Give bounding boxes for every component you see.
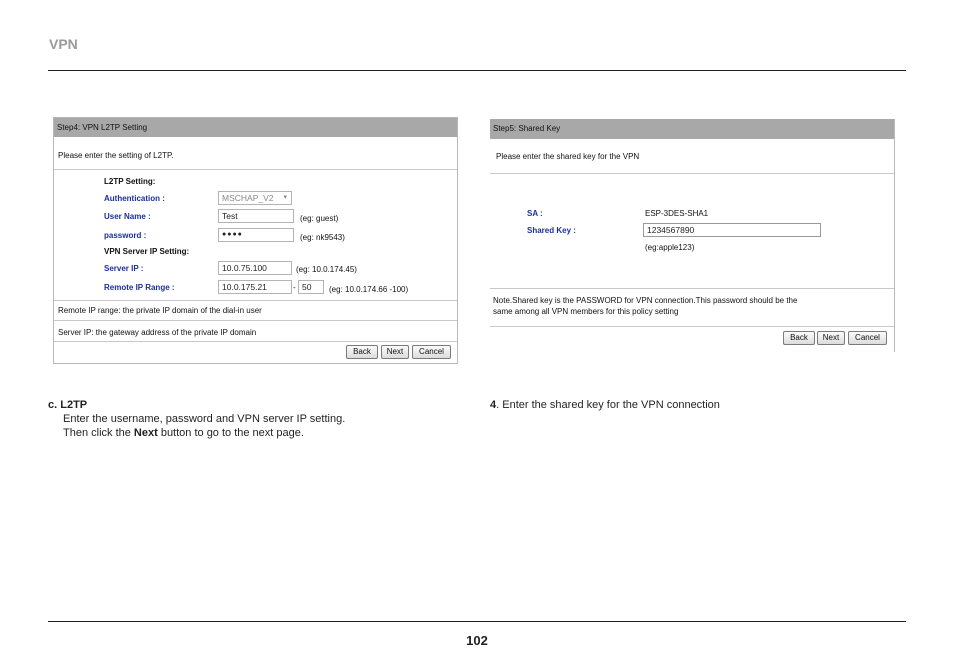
caption-line-1: Enter the username, password and VPN server IP setting. — [63, 413, 346, 425]
authentication-label: Authentication : — [104, 194, 165, 203]
section-title: VPN — [49, 36, 78, 52]
password-input[interactable]: ●●●● — [218, 228, 294, 242]
username-hint: (eg: guest) — [300, 214, 339, 223]
password-label: password : — [104, 231, 147, 240]
divider — [490, 288, 894, 289]
remote-ip-end-input[interactable]: 50 — [298, 280, 324, 294]
back-button[interactable]: Back — [783, 331, 815, 345]
authentication-select[interactable] — [218, 191, 292, 205]
username-input[interactable]: Test — [218, 209, 294, 223]
caption-line-2 — [48, 426, 345, 440]
top-rule — [48, 70, 906, 71]
shared-key-input[interactable]: 1234567890 — [643, 223, 821, 237]
divider — [54, 169, 457, 170]
note-line-1: Note.Shared key is the PASSWORD for VPN connection.This password should be the — [493, 296, 798, 305]
remote-ip-range-label: Remote IP Range : — [104, 283, 175, 292]
caption-right — [490, 398, 720, 412]
caption-text: Then click the — [63, 427, 134, 439]
sa-label: SA : — [527, 209, 543, 218]
back-button[interactable]: Back — [346, 345, 378, 359]
cancel-button[interactable]: Cancel — [848, 331, 887, 345]
caption-heading: c. L2TP — [48, 399, 88, 411]
divider — [54, 320, 457, 321]
shared-key-panel-header: Step5: Shared Key — [490, 119, 894, 139]
shared-key-hint: (eg:apple123) — [645, 243, 695, 252]
next-button[interactable]: Next — [381, 345, 409, 359]
caption-text: . Enter the shared key for the VPN connection — [496, 399, 720, 411]
divider — [54, 341, 457, 342]
server-ip-label: Server IP : — [104, 264, 144, 273]
range-dash: - — [293, 283, 296, 292]
shared-key-panel — [490, 119, 895, 352]
l2tp-panel-header: Step4: VPN L2TP Setting — [54, 118, 457, 137]
password-hint: (eg: nk9543) — [300, 233, 345, 242]
page-number: 102 — [466, 633, 488, 648]
bottom-rule — [48, 621, 906, 622]
caption-step-number: 4 — [490, 399, 497, 411]
cancel-button[interactable]: Cancel — [412, 345, 451, 359]
divider — [490, 173, 894, 174]
caption-left — [48, 398, 345, 440]
caption-text: button to go to the next page. — [157, 427, 304, 439]
username-label: User Name : — [104, 212, 151, 221]
divider — [54, 300, 457, 301]
vpn-server-setting-heading: VPN Server IP Setting: — [104, 247, 190, 256]
server-ip-input[interactable]: 10.0.75.100 — [218, 261, 292, 275]
note-remote-ip-range: Remote IP range: the private IP domain of the dial-in user — [58, 306, 262, 315]
note-server-ip: Server IP: the gateway address of the private IP domain — [58, 328, 257, 337]
remote-ip-range-hint: (eg: 10.0.174.66 -100) — [329, 285, 409, 294]
server-ip-hint: (eg: 10.0.174.45) — [296, 265, 357, 274]
l2tp-intro: Please enter the setting of L2TP. — [58, 151, 174, 160]
note-line-2: same among all VPN members for this policy setting — [493, 307, 679, 316]
next-button[interactable]: Next — [817, 331, 845, 345]
chevron-down-icon: ▾ — [283, 194, 287, 201]
divider — [490, 326, 894, 327]
l2tp-setting-heading: L2TP Setting: — [104, 177, 156, 186]
sa-value: ESP-3DES-SHA1 — [645, 209, 709, 218]
remote-ip-start-input[interactable]: 10.0.175.21 — [218, 280, 292, 294]
caption-next-emphasis: Next — [133, 427, 158, 439]
shared-key-label: Shared Key : — [527, 226, 576, 235]
authentication-value: MSCHAP_V2 — [222, 193, 274, 203]
l2tp-setting-panel — [53, 117, 458, 364]
shared-key-intro: Please enter the shared key for the VPN — [496, 152, 640, 161]
